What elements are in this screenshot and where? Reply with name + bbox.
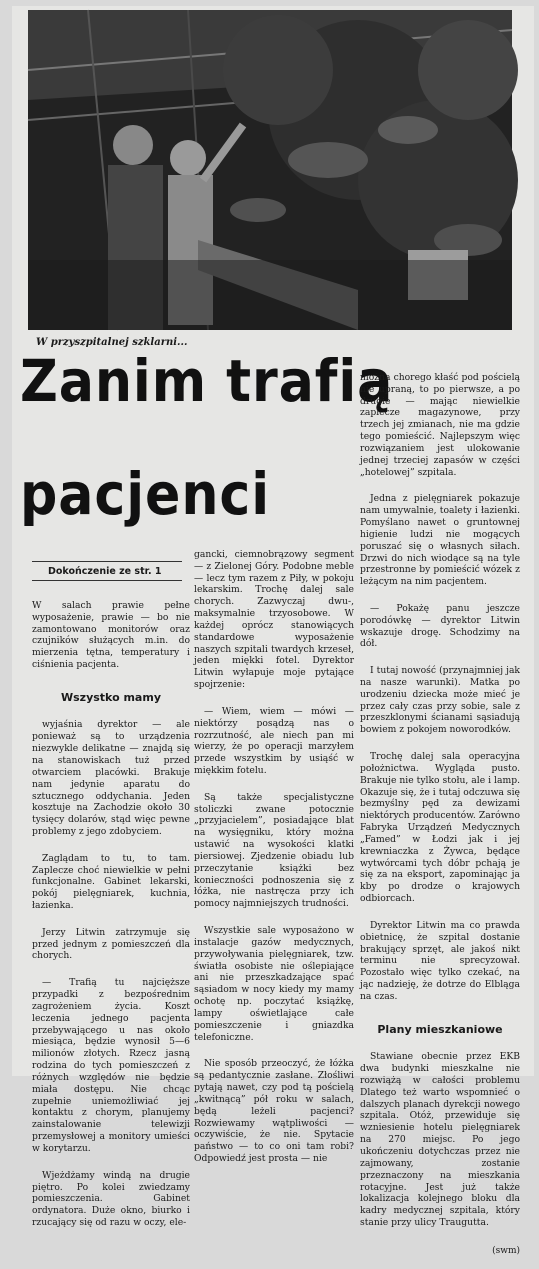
subheading: Wszystko mamy — [61, 690, 161, 704]
greenhouse-photo — [28, 10, 512, 330]
paragraph: Wszystkie sale wyposażono w instalacje gazów medycznych, przywoływania pielęgniarek, tzw. światła osobiste nie oślepiające ani nie przeszkadzające spać sąsiadom w nocy kiedy my mamy ochotę np. poczytać książkę, lampy oświetlające całe pomieszczenie i gniazdka telefoniczne. — [194, 925, 354, 1043]
article-column-1 — [32, 588, 190, 1229]
continuation-note: Dokończenie ze str. 1 — [48, 566, 162, 577]
paragraph: — Trafią tu najcięższe przypadki z bezpośrednim zagrożeniem życia. Koszt leczenia jednego pacjenta przebywającego u nas około miesiąca, będzie wynosił 5—6 milionów złotych. Rzecz jasną rodzina do tych pomieszczeń z różnych względów nie będzie miała dostępu. Nie chcąc zupełnie uniemożliwiać jej kontaktu z chorym, planujemy zainstalowanie telewizji przemysłowej a monitory umieści w korytarzu. — [32, 977, 190, 1154]
paragraph: — Pokażę panu jeszcze porodówkę — dyrektor Litwin wskazuje drogę. Schodzimy na dół. — [360, 602, 520, 650]
photo-image — [28, 10, 512, 330]
paragraph: Stawiane obecnie przez EKB dwa budynki mieszkalne nie rozwiążą w całości problemu Dlatego też warto wspomnieć o dalszych planach dyrekcji nowego szpitala. Otóż, przewiduje się wzniesienie hotelu pielęgniarek na 270 miejsc. Po jego ukończeniu dotychczas przez nie zajmowany, zostanie przeznaczony na mieszkania rotacyjne. Jest już także lokalizacja kolejnego bloku dla kadry medycznej szpitala, który stanie przy ulicy Traugutta. — [360, 1051, 520, 1229]
divider — [32, 561, 182, 562]
article-column-3 — [360, 360, 520, 1256]
paragraph: gancki, ciemnobrązowy segment — z Zielonej Góry. Podobne meble — lecz tym razem z Piły, w pokoju lekarskim. Trochę dalej sale chorych. Zazwyczaj dwu-, maksymalnie trzyosobowe. W każdej oprócz stanowiących standardowe wyposażenie naszych szpitali twardych krzeseł, jeden miękki fotel. Dyrektor Litwin wyłapuje moje pytające spojrzenie: — [194, 548, 354, 691]
divider — [32, 580, 182, 581]
paragraph: Są także specjalistyczne stoliczki zwane potocznie „przyjacielem”, posiadające blat na wysięgniku, który można ustawić na wysokości klatki piersiowej. Zjedzenie obiadu lub przeczytanie książki bez konieczności podnoszenia się z łóżka, nie nastręcza przy ich pomocy najmniejszych trudności. — [194, 791, 354, 910]
headline-line-2: pacjenci — [20, 460, 271, 528]
paragraph: Jedna z pielęgniarek pokazuje nam umywalnie, toalety i łazienki. Pomyślano nawet o gruntownej higienie ludzi nie mogących poruszać się o własnych siłach. Drzwi do nich wiodące są na tyle przestronne by pomieścić wózek z leżącym na nim pacjentem. — [360, 493, 520, 588]
paragraph: I tutaj nowość (przynajmniej jak na nasze warunki). Matka po urodzeniu dziecka może mieć je przez cały czas przy sobie, sale z przeszklonymi ścianami sąsiadują bowiem z pokojem noworodków. — [360, 665, 520, 736]
photo-caption: W przyszpitalnej szklarni... — [36, 337, 188, 348]
paragraph: W salach prawie pełne wyposażenie, prawie — bo nie zamontowano monitorów oraz czujników służących m.in. do mierzenia tętna, temperatury i ciśnienia pacjenta. — [32, 599, 190, 671]
paragraph: Wjeżdżamy windą na drugie piętro. Po kolei zwiedzamy pomieszczenia. Gabinet ordynatora. Duże okno, biurko i rzucający się od razu w oczy, ele- — [32, 1169, 190, 1229]
paragraph: Trochę dalej sala operacyjna położnictwa. Wygląda pusto. Brakuje nie tylko stołu, ale i lamp. Okazuje się, że i tutaj odczuwa się bezmyślny pęd za dewizami niektórych producentów. Zarówno Fabryka Urządzeń Medycznych „Famed” w Łodzi jak i jej krewniaczka z Żywca, będące wytwórcami tych dóbr pchają je się za na eksport, zapominając ja kby po drodze o krajowych odbiorcach. — [360, 751, 520, 905]
paragraph: — Wiem, wiem — mówi — niektórzy posądzą nas o rozrzutność, ale niech pan mi wierzy, że po operacji marzyłem przede wszystkim by usiąść w miękkim fotelu. — [194, 705, 354, 777]
subheading: Plany mieszkaniowe — [377, 1022, 503, 1036]
headline-line-1: Zanim trafią — [20, 347, 394, 415]
paragraph: można chorego kłaść pod pościelą nie upraną, to po pierwsze, a po drugie — mając niewielkie zaplecze magazynowe, przy trzech jej zmianach, nie ma gdzie tego pomieścić. Najlepszym więc rozwiązaniem jest ulokowanie jednej trzeciej zapasów w części „hotelowej” szpitala. — [360, 371, 520, 478]
paragraph: wyjaśnia dyrektor — ale ponieważ są to urządzenia niezwykle delikatne — znajdą się na stanowiskach tuż przed otwarciem placówki. Brakuje nam jedynie aparatu do sztucznego oddychania. Jeden kosztuje na Zachodzie około 30 tysięcy dolarów, stąd więc pewne problemy z jego zdobyciem. — [32, 719, 190, 838]
author-signature: (swm) — [492, 1245, 520, 1256]
paragraph: Zaglądam to tu, to tam. Zaplecze choć niewielkie w pełni funkcjonalne. Gabinet lekarski, pokój pielęgniarek, kuchnia, łazienka. — [32, 852, 190, 912]
paragraph: Nie sposób przeoczyć, że łóżka są pedantycznie zasłane. Złośliwi pytają nawet, czy pod tą pościelą „kwitnącą” pół roku w salach, będą leżeli pacjenci? Rozwiewamy wątpliwości — oczywiście, że nie. Spytacie państwo — to co oni tam robi? Odpowiedź jest prosta — nie — [194, 1058, 354, 1165]
article-column-2 — [194, 537, 354, 1165]
paragraph: Dyrektor Litwin ma co prawda obietnicę, że szpital dostanie brakujący sprzęt, ale jakoś nikt terminu nie sprecyzował. Pozostało więc tylko czekać, na jąc nadzieję, że dotrze do Elbląga na czas. — [360, 919, 520, 1002]
paragraph: Jerzy Litwin zatrzymuje się przed jednym z pomieszczeń dla chorych. — [32, 926, 190, 962]
